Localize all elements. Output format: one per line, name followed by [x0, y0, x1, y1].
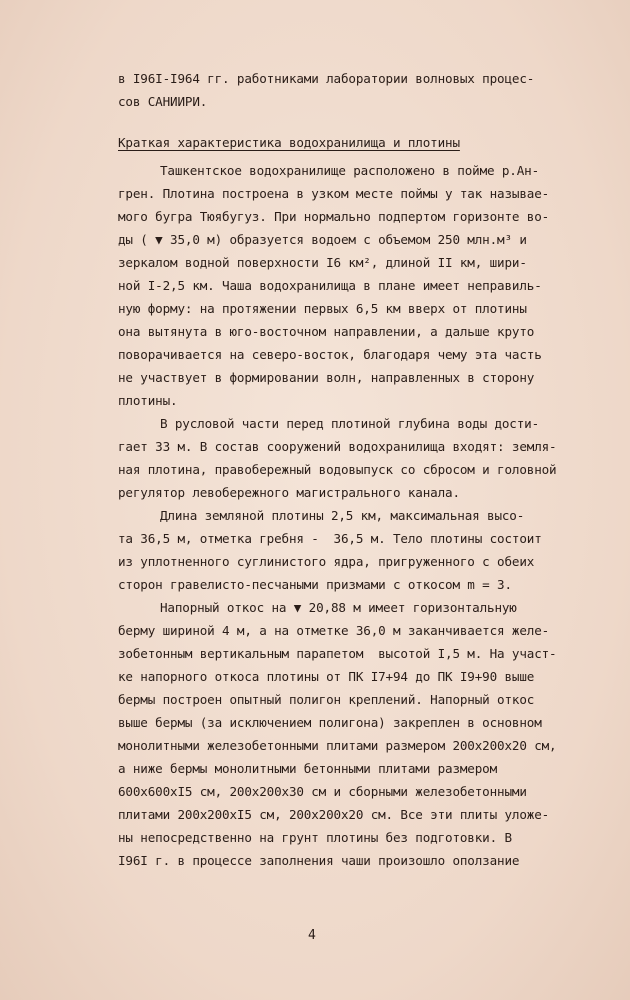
text-line: мого бугра Тюябугуз. При нормально подпертом горизонте во- [118, 209, 550, 224]
text-line: грен. Плотина построена в узком месте поймы у так называе- [118, 186, 550, 201]
text-line: ной I-2,5 км. Чаша водохранилища в плане имеет неправиль- [118, 278, 542, 293]
text-line: бермы построен опытный полигон креплений. Напорный откос [118, 692, 535, 707]
text-line: сов САНИИРИ. [118, 94, 208, 109]
text-line: гает 33 м. В состав сооружений водохранилища входят: земля- [118, 439, 557, 454]
text-line: поворачивается на северо-восток, благодаря чему эта часть [118, 347, 542, 362]
text-line: берму шириной 4 м, а на отметке 36,0 м заканчивается желе- [118, 623, 550, 638]
text-line: регулятор левобережного магистрального канала. [118, 485, 460, 500]
text-line: Ташкентское водохранилище расположено в пойме р.Ан- [160, 163, 540, 178]
text-line: ке напорного откоса плотины от ПК I7+94 до ПК I9+90 выше [118, 669, 535, 684]
text-line: в I96I-I964 гг. работниками лаборатории волновых процес- [118, 71, 535, 86]
text-line: зеркалом водной поверхности I6 км², длиной II км, шири- [118, 255, 527, 270]
text-line: Длина земляной плотины 2,5 км, максимальная высо- [160, 508, 525, 523]
text-line: не участвует в формировании волн, направленных в сторону [118, 370, 535, 385]
text-line: она вытянута в юго-восточном направлении, а дальше круто [118, 324, 535, 339]
text-line: а ниже бермы монолитными бетонными плитами размером [118, 761, 498, 776]
text-line: ны непосредственно на грунт плотины без подготовки. В [118, 830, 512, 845]
text-line: ная плотина, правобережный водовыпуск со сбросом и головной [118, 462, 557, 477]
page-number: 4 [308, 928, 316, 943]
text-line: I96I г. в процессе заполнения чаши произошло оползание [118, 853, 520, 868]
text-line: из уплотненного суглинистого ядра, пригруженного с обеих [118, 554, 535, 569]
text-line: выше бермы (за исключением полигона) закреплен в основном [118, 715, 542, 730]
text-line: Напорный откос на ▼ 20,88 м имеет горизонтальную [160, 600, 517, 615]
text-line: та 36,5 м, отметка гребня - 36,5 м. Тело плотины состоит [118, 531, 542, 546]
text-line: сторон гравелисто-песчаными призмами с откосом m = 3. [118, 577, 512, 592]
text-line: плотины. [118, 393, 178, 408]
text-line: В русловой части перед плотиной глубина воды дости- [160, 416, 540, 431]
text-line: ды ( ▼ 35,0 м) образуется водоем с объемом 250 млн.м³ и [118, 232, 527, 247]
text-line: ную форму: на протяжении первых 6,5 км вверх от плотины [118, 301, 527, 316]
text-line: зобетонным вертикальным парапетом высотой I,5 м. На участ- [118, 646, 557, 661]
text-line: 600х600хI5 см, 200х200х30 см и сборными железобетонными [118, 784, 527, 799]
section-heading: Краткая характеристика водохранилища и плотины [118, 135, 460, 150]
text-line: плитами 200х200хI5 см, 200х200х20 см. Все эти плиты уложе- [118, 807, 550, 822]
text-line: монолитными железобетонными плитами размером 200х200х20 см, [118, 738, 557, 753]
